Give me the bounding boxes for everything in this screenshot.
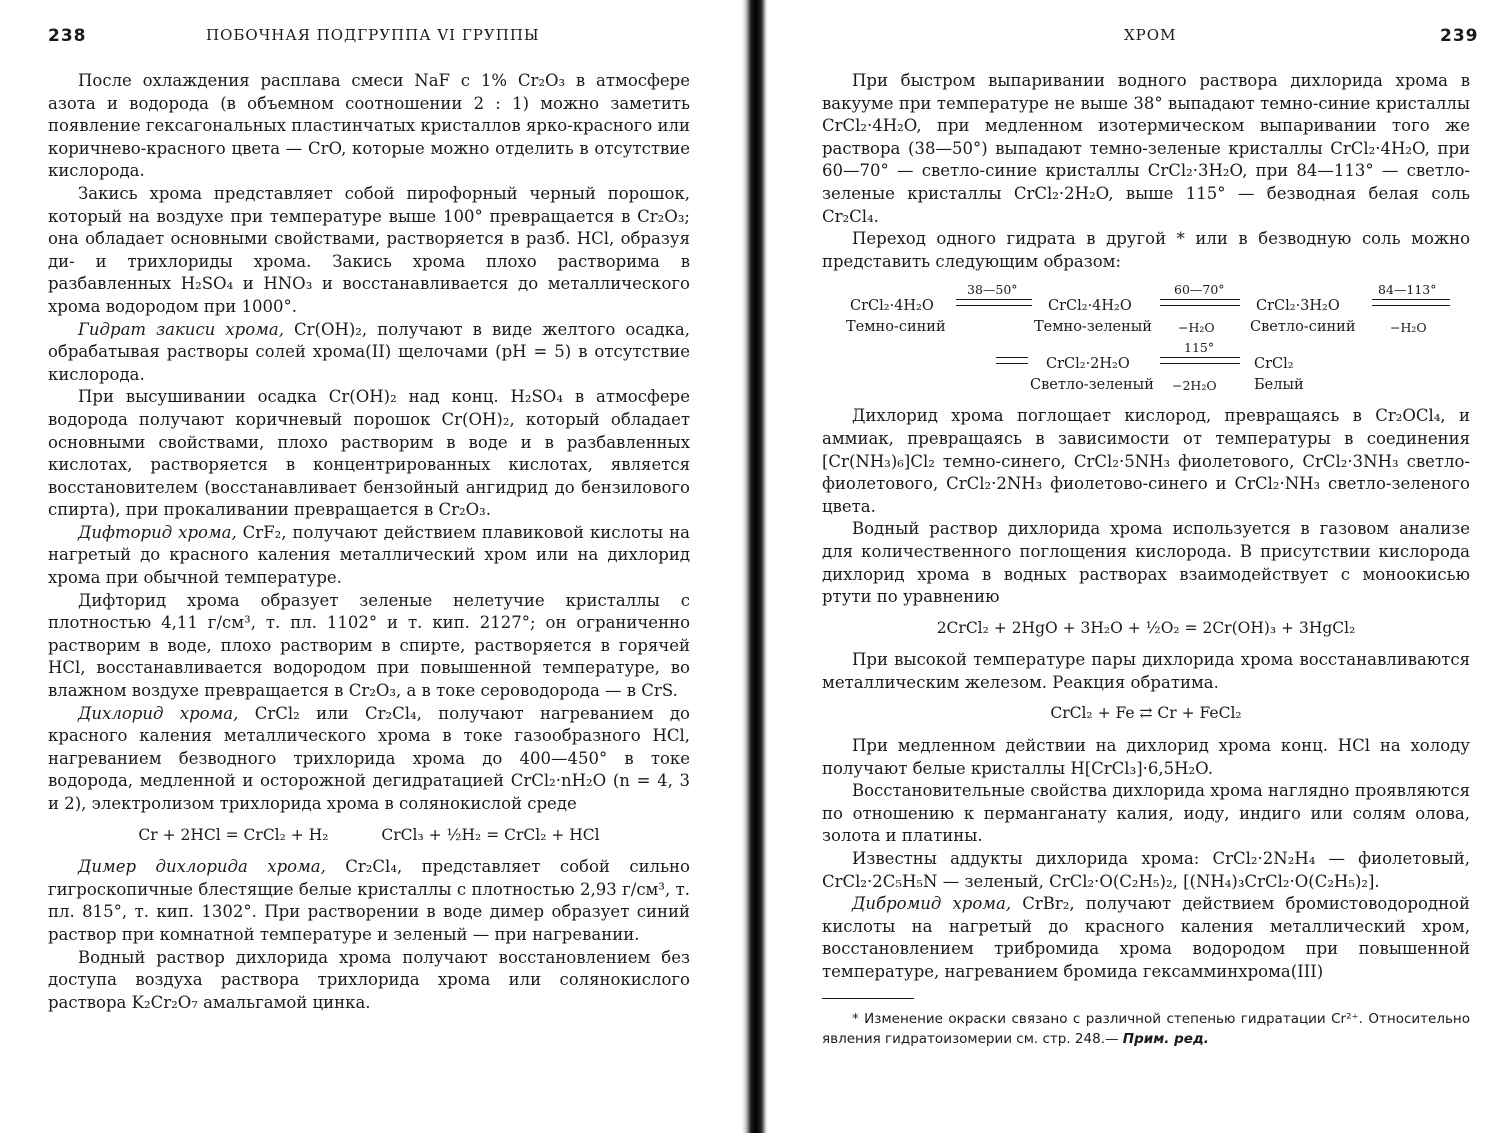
scheme-temperature: 38—50° — [967, 282, 1018, 298]
paragraph-text: CrF₂, получают действием плавиковой кислоты на нагретый до красного каления металлический хром или на дихлорид хрома при обычной температуре. — [48, 522, 690, 588]
scheme-water-loss: −H₂O — [1178, 320, 1215, 336]
equation: Cr + 2HCl = CrCl₂ + H₂ — [138, 825, 329, 844]
scheme-label: Светло-синий — [1250, 319, 1356, 336]
paragraph: Дифторид хрома образует зеленые нелетучие кристаллы с плотностью 4,11 г/см³, т. пл. 1102° и т. кип. 2127°; он ограниченно растворим в воде, плохо растворим в спирте, растворяется в горячей HCl, восстанавливается водородом при повышенной температуре, во влажном воздухе превращается в Cr₂O₃, а в токе сероводорода — в CrS. — [48, 590, 690, 701]
equilibrium-arrow — [996, 357, 1028, 365]
scheme-water-loss: −2H₂O — [1172, 378, 1217, 394]
paragraph: Водный раствор дихлорида хрома используется в газовом анализе для количественного поглощения кислорода. В присутствии кислорода дихлорид хрома в водных растворах взаимодействует с моноокисью ртути по уравнению — [822, 519, 1470, 607]
paragraph — [48, 522, 690, 590]
paragraph-text: CrBr₂, получают действием бромистоводородной кислоты на нагретый до красного каления металлический хром, восстановлением трибромида хрома водородом при повышенной температуре, нагреванием бромида гексамминхрома(III) — [822, 894, 1470, 981]
equilibrium-arrow — [956, 299, 1032, 307]
equation: CrCl₂ + Fe ⇄ Cr + FeCl₂ — [1050, 704, 1242, 723]
scheme-temperature: 115° — [1184, 340, 1215, 356]
page-number: 239 — [1440, 26, 1479, 46]
left-page — [0, 0, 740, 1133]
footnote-text: * Изменение окраски связано с различной степенью гидратации Cr²⁺. Относительно явления гидратоизомерии см. стр. 248.— — [822, 1010, 1470, 1047]
equilibrium-arrow — [1160, 357, 1240, 365]
book-spine — [742, 0, 768, 1133]
footnote-divider — [822, 998, 914, 999]
paragraph: Восстановительные свойства дихлорида хрома наглядно проявляются по отношению к перманганату калия, иоду, индиго или солям олова, золота и платины. — [822, 781, 1470, 846]
scheme-label: Белый — [1254, 377, 1304, 394]
paragraph: При медленном действии на дихлорид хрома конц. HCl на холоду получают белые кристаллы H[CrCl₃]·6,5H₂O. — [822, 736, 1470, 778]
scheme-water-loss: −H₂O — [1390, 320, 1427, 336]
paragraph-text: Cr(OH)₂, получают в виде желтого осадка, обрабатывая растворы солей хрома(II) щелочами (pH = 5) в отсутствие кислорода. — [48, 319, 690, 384]
term: Дибромид хрома, — [852, 894, 1012, 914]
term: Дихлорид хрома, — [78, 703, 239, 723]
running-head: ХРОМ — [1124, 26, 1177, 44]
text-column — [822, 70, 1470, 1049]
text-column — [48, 70, 690, 1014]
paragraph: При быстром выпаривании водного раствора дихлорида хрома в вакууме при температуре не выше 38° выпадают темно-синие кристаллы CrCl₂·4H₂O, при медленном изотермическом выпаривании того же раствора (38—50°) выпадают темно-зеленые кристаллы CrCl₂·4H₂O, при 60—70° — светло-синие кристаллы CrCl₂·3H₂O, при 84—113° — светло-зеленые кристаллы CrCl₂·2H₂O, выше 115° — безводная белая соль Cr₂Cl₄. — [822, 71, 1470, 226]
term: Гидрат закиси хрома, — [78, 319, 284, 339]
footnote — [822, 1009, 1470, 1049]
scheme-temperature: 60—70° — [1174, 282, 1225, 298]
paragraph: При высокой температуре пары дихлорида хрома восстанавливаются металлическим железом. Реакция обратима. — [822, 650, 1470, 692]
term: Дифторид хрома, — [78, 522, 237, 542]
paragraph: Переход одного гидрата в другой * или в безводную соль можно представить следующим образом: — [822, 229, 1470, 271]
paragraph: После охлаждения расплава смеси NaF с 1% Cr₂O₃ в атмосфере азота и водорода (в объемном соотношении 2 : 1) можно заметить появление гексагональных пластинчатых кристаллов ярко-красного или коричнево-красного цвета — CrO, которые можно отделить в отсутствие кислорода. — [48, 71, 690, 181]
equilibrium-arrow — [1160, 299, 1240, 307]
hydrate-transition-scheme — [822, 279, 1470, 399]
scheme-compound: CrCl₂·3H₂O — [1256, 298, 1340, 315]
scheme-compound: CrCl₂·2H₂O — [1046, 356, 1130, 373]
paragraph: Дихлорид хрома поглощает кислород, превращаясь в Cr₂OCl₄, и аммиак, превращаясь в зависимости от температуры в соединения [Cr(NH₃)₆]Cl₂ темно-синего, CrCl₂·5NH₃ фиолетового, CrCl₂·3NH₃ светло-фиолетового, CrCl₂·2NH₃ фиолетово-синего и CrCl₂·NH₃ светло-зеленого цвета. — [822, 406, 1470, 516]
paragraph: Известны аддукты дихлорида хрома: CrCl₂·2N₂H₄ — фиолетовый, CrCl₂·2C₅H₅N — зеленый, CrCl₂·O(C₂H₅)₂, [(NH₄)₃CrCl₂·O(C₂H₅)₂]. — [822, 849, 1470, 891]
equation: CrCl₃ + ½H₂ = CrCl₂ + HCl — [381, 825, 600, 844]
paragraph-text: Cr₂Cl₄, представляет собой сильно гигроскопичные блестящие белые кристаллы с плотностью 2,93 г/см³, т. пл. 815°, т. кип. 1302°. При растворении в воде димер образует синий раствор при комнатной температуре и зеленый — при нагревании. — [48, 857, 690, 944]
scheme-compound: CrCl₂ — [1254, 356, 1294, 373]
scheme-label: Светло-зеленый — [1030, 377, 1154, 394]
scheme-temperature: 84—113° — [1378, 282, 1437, 298]
paragraph — [822, 893, 1470, 983]
paragraph — [48, 319, 690, 387]
scheme-label: Темно-зеленый — [1034, 319, 1152, 336]
right-page — [770, 0, 1510, 1133]
equilibrium-arrow — [1372, 299, 1450, 307]
page-number: 238 — [48, 26, 87, 46]
paragraph — [48, 856, 690, 946]
term: Димер дихлорида хрома, — [78, 857, 326, 877]
footnote-editor-note: Прим. ред. — [1122, 1030, 1209, 1047]
equation: 2CrCl₂ + 2HgO + 3H₂O + ½O₂ = 2Cr(OH)₃ + 3HgCl₂ — [936, 618, 1356, 637]
paragraph-text: CrCl₂ или Cr₂Cl₄, получают нагреванием до красного каления металлического хрома в токе газообразного HCl, нагреванием безводного трихлорида хрома до 400—450° в токе водорода, медленной и осторожной дегидратацией CrCl₂·nH₂O (n = 4, 3 и 2), электролизом трихлорида хрома в солянокислой среде — [48, 703, 690, 813]
paragraph: При высушивании осадка Cr(OH)₂ над конц. H₂SO₄ в атмосфере водорода получают коричневый порошок Cr(OH)₂, который обладает основными свойствами, плохо растворим в воде и в разбавленных кислотах, растворяется в концентрированных кислотах, является восстановителем (восстанавливает бензойный ангидрид до бензилового спирта), при прокаливании превращается в Cr₂O₃. — [48, 387, 690, 520]
paragraph: Водный раствор дихлорида хрома получают восстановлением без доступа воздуха раствора трихлорида хрома или солянокислого раствора K₂Cr₂O₇ амальгамой цинка. — [48, 947, 690, 1012]
scheme-label: Темно-синий — [846, 319, 946, 336]
equation-line — [48, 824, 690, 847]
paragraph — [48, 703, 690, 816]
running-head: ПОБОЧНАЯ ПОДГРУППА VI ГРУППЫ — [206, 26, 540, 44]
paragraph: Закись хрома представляет собой пирофорный черный порошок, который на воздухе при температуре выше 100° превращается в Cr₂O₃; она обладает основными свойствами, растворяется в разб. HCl, образуя ди- и трихлориды хрома. Закись хрома плохо растворима в разбавленных H₂SO₄ и HNO₃ и восстанавливается до металлического хрома водородом при 1000°. — [48, 183, 690, 316]
scheme-compound: CrCl₂·4H₂O — [850, 298, 934, 315]
scheme-compound: CrCl₂·4H₂O — [1048, 298, 1132, 315]
